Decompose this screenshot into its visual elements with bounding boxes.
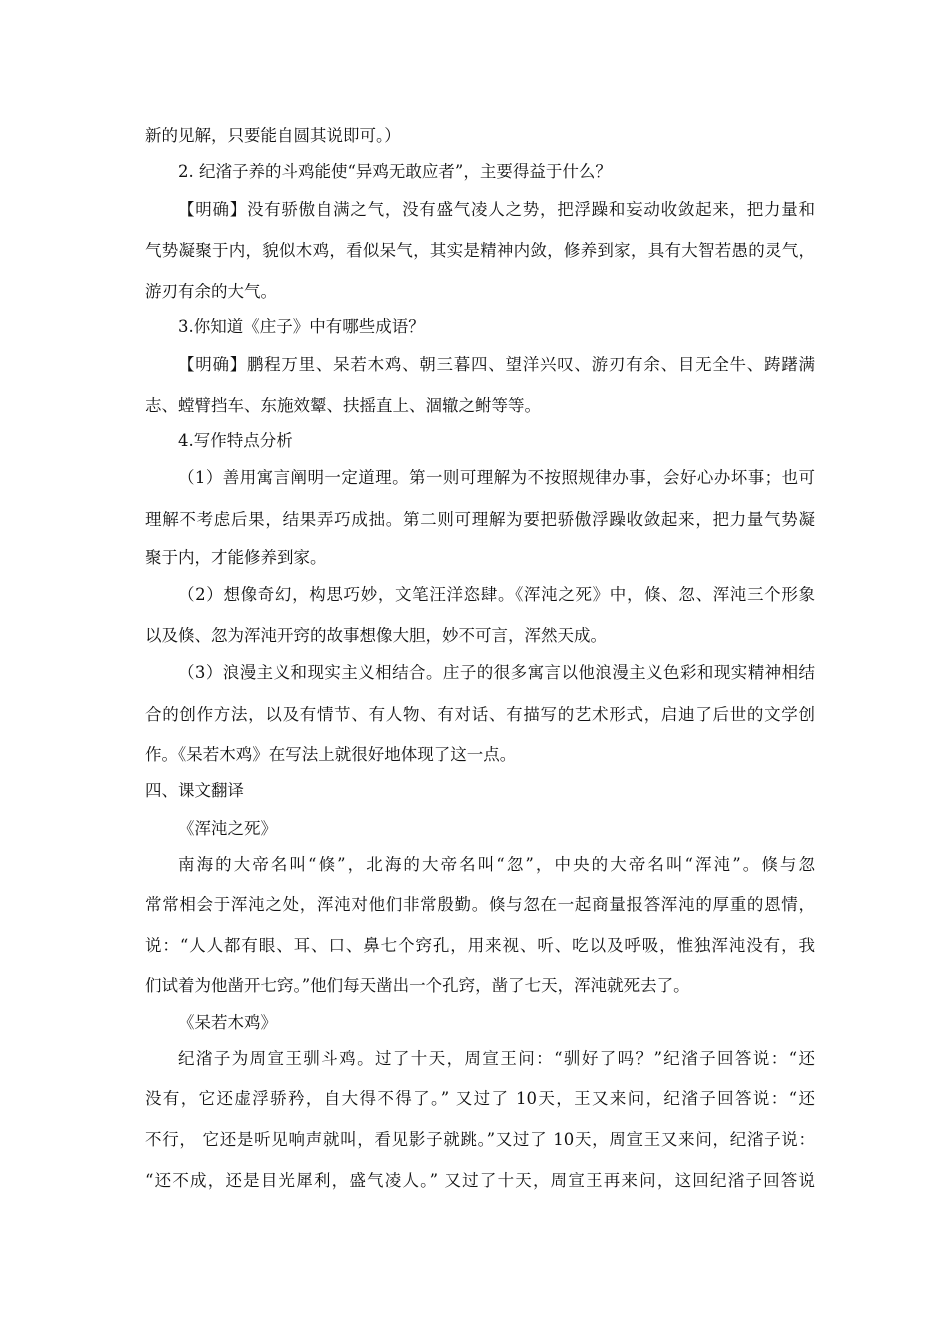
text-line: 聚于内，才能修养到家。 (145, 548, 327, 567)
question-3: 3.你知道《庄子》中有哪些成语？ (178, 317, 425, 336)
text-line: 新的见解，只要能自圆其说即可。） (145, 126, 401, 145)
text-line: 们试着为他凿开七窍。”他们每天凿出一个孔窍，凿了七天，浑沌就死去了。 (145, 976, 690, 995)
point-3-line: （3）浪漫主义和现实主义相结合。庄子的很多寓言以他浪漫主义色彩和现实精神相结 (178, 663, 815, 682)
text-line: 气势凝聚于内，貌似木鸡，看似呆气，其实是精神内敛，修养到家，具有大智若愚的灵气， (145, 241, 815, 260)
text-line: 说：“人人都有眼、耳、口、鼻七个窍孔，用来视、听、吃以及呼吸，惟独浑沌没有，我 (145, 936, 815, 955)
answer-3-line: 【明确】鹏程万里、呆若木鸡、朝三暮四、望洋兴叹、游刃有余、目无全牛、踌躇满 (178, 355, 815, 374)
translation-line: 纪渻子为周宣王驯斗鸡。过了十天，周宣王问：“驯好了吗？”纪渻子回答说：“还 (178, 1049, 815, 1068)
text-line: “还不成，还是目光犀利，盛气凌人。” 又过了十天，周宣王再来问，这回纪渻子回答说 (145, 1171, 815, 1190)
text-line: 没有，它还虚浮骄矜，自大得不得了。” 又过了 10天，王又来问，纪渻子回答说：“还 (145, 1089, 815, 1108)
text-line: 合的创作方法，以及有情节、有人物、有对话、有描写的艺术形式，启迪了后世的文学创 (145, 705, 815, 724)
section-heading: 4.写作特点分析 (178, 431, 293, 450)
point-2-line: （2）想像奇幻，构思巧妙，文笔汪洋恣肆。《浑沌之死》中，倏、忽、浑沌三个形象 (178, 585, 815, 604)
text-line: 不行， 它还是听见响声就叫，看见影子就跳。”又过了 10天，周宣王又来问，纪渻子说： (145, 1130, 815, 1149)
translation-line: 南海的大帝名叫“倏”，北海的大帝名叫“忽”，中央的大帝名叫“浑沌”。倏与忽 (178, 855, 815, 874)
point-1-line: （1）善用寓言阐明一定道理。第一则可理解为不按照规律办事，会好心办坏事；也可 (178, 468, 815, 487)
subtitle: 《呆若木鸡》 (178, 1013, 277, 1032)
text-line: 作。《呆若木鸡》在写法上就很好地体现了这一点。 (145, 745, 517, 764)
text-line: 以及倏、忽为浑沌开窍的故事想像大胆，妙不可言，浑然天成。 (145, 626, 607, 645)
text-line: 游刃有余的大气。 (145, 282, 277, 301)
text-line: 常常相会于浑沌之处，浑沌对他们非常殷勤。倏与忽在一起商量报答浑沌的厚重的恩情， (145, 895, 815, 914)
text-line: 理解不考虑后果，结果弄巧成拙。第二则可理解为要把骄傲浮躁收敛起来，把力量气势凝 (145, 510, 815, 529)
subtitle: 《浑沌之死》 (178, 819, 277, 838)
question-2: 2. 纪渻子养的斗鸡能使“异鸡无敢应者”，主要得益于什么？ (178, 162, 612, 181)
section-heading: 四、课文翻译 (145, 781, 244, 800)
answer-2-line: 【明确】没有骄傲自满之气，没有盛气凌人之势，把浮躁和妄动收敛起来，把力量和 (178, 200, 815, 219)
text-line: 志、螳臂挡车、东施效颦、扶摇直上、涸辙之鲋等等。 (145, 396, 541, 415)
